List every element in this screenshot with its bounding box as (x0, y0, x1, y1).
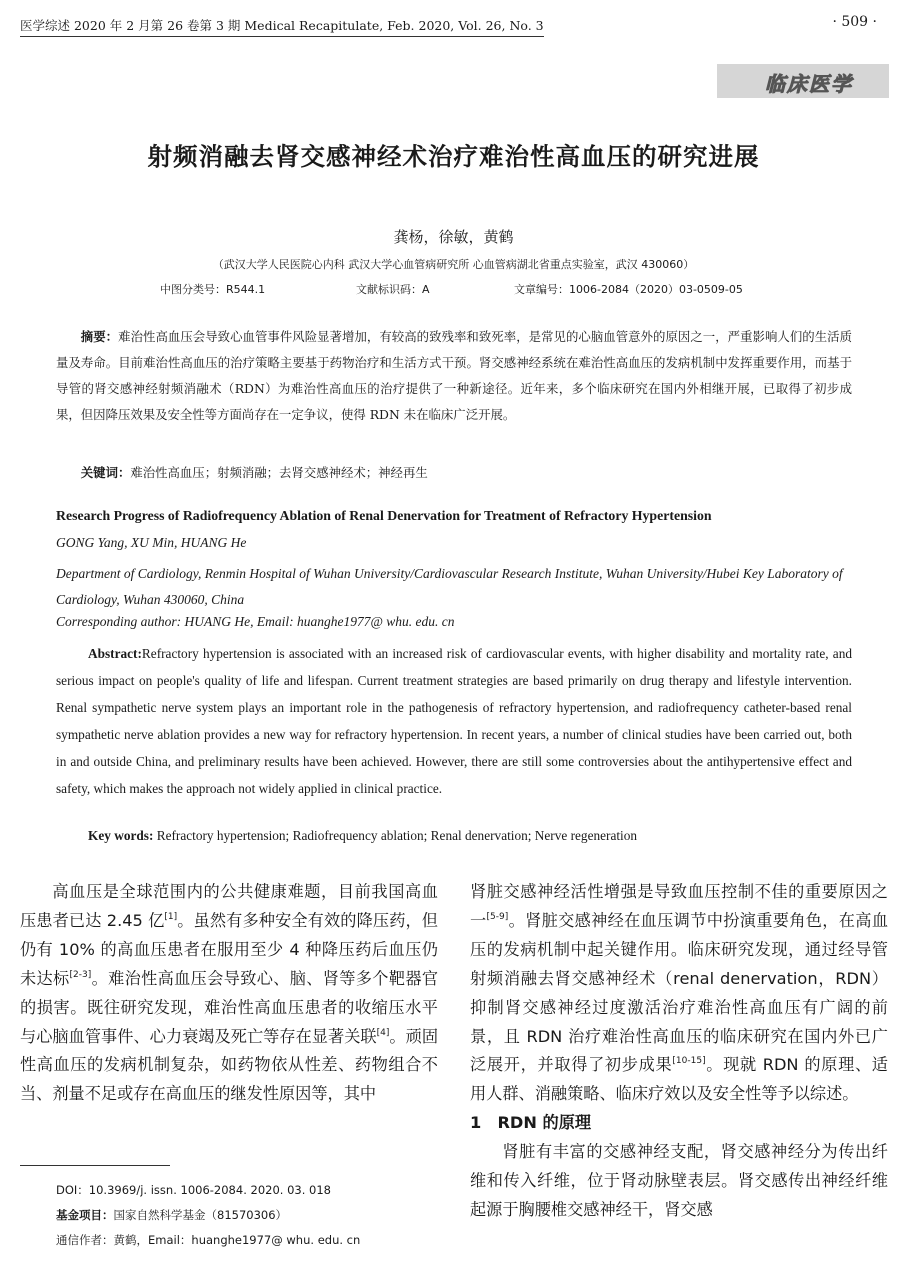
section-tag (717, 64, 889, 98)
body-text: 。难治性高血压会导致心、脑、肾等多个靶器官的损害。既往研究发现，难治性高血压患者的收缩压水平与心脑血管事件、心力衰竭及死亡等存在显著关联 (20, 968, 439, 1046)
affiliation: （武汉大学人民医院心内科 武汉大学心血管病研究所 心血管病湖北省重点实验室，武汉 430060） (212, 258, 695, 271)
fund-label: 基金项目： (56, 1208, 114, 1222)
body-text: 。顽固性高血压的发病机制复杂，如药物依从性差、药物组合不当、剂量不足或存在高血压的继发性原因等，其中 (20, 1026, 439, 1104)
en-abstract (56, 640, 852, 802)
en-authors: GONG Yang, XU Min, HUANG He (56, 535, 247, 550)
en-department: Department of Cardiology, Renmin Hospital of Wuhan University/Cardiovascular Research Institute, Wuhan University/Hubei Key Laboratory of Cardiology, Wuhan 430060, China (56, 566, 843, 607)
body-paragraph (20, 878, 438, 1109)
cn-abstract-label: 摘要： (80, 329, 119, 344)
citation: [5-9] (486, 911, 509, 922)
article-title: 射频消融去肾交感神经术治疗难治性高血压的研究进展 (147, 142, 760, 171)
cn-keywords-text: 难治性高血压；射频消融；去肾交感神经术；神经再生 (130, 465, 428, 480)
body-left-column (20, 878, 438, 1109)
en-title: Research Progress of Radiofrequency Ablation of Renal Denervation for Treatment of Refractory Hypertension (56, 508, 712, 523)
authors: 龚杨，徐敏，黄鹤 (393, 228, 514, 246)
section-tag-label: 临床医学 (765, 72, 853, 96)
cn-abstract-text: 难治性高血压会导致心血管事件风险显著增加，有较高的致残率和致死率，是常见的心脑血管意外的原因之一，严重影响人们的生活质量及寿命。目前难治性高血压的治疗策略主要基于药物治疗和生活方式干预。肾交感神经系统在难治性高血压的发病机制中发挥重要作用，而基于导管的肾交感神经射频消融术（RDN）为难治性高血压的治疗提供了一种新途径。近年来，多个临床研究在国内外相继开展，已取得了初步成果，但因降压效果及安全性等方面尚存在一定争议，使得 RDN 未在临床广泛开展。 (56, 329, 853, 422)
citation: [4] (376, 1027, 390, 1038)
clc-number: 中图分类号：R544.1 (160, 283, 266, 296)
body-paragraph: 肾脏有丰富的交感神经支配，肾交感神经分为传出纤维和传入纤维，位于肾动脉壁表层。肾交感传出神经纤维起源于胸腰椎交感神经干，肾交感 (470, 1142, 888, 1219)
fund-text: 国家自然科学基金（81570306） (113, 1208, 288, 1222)
en-abstract-label: Abstract: (88, 646, 142, 661)
cn-keywords-label: 关键词： (80, 465, 131, 480)
footnotes (56, 1178, 360, 1253)
section-heading: 1 RDN 的原理 (470, 1113, 592, 1133)
cn-keywords (56, 460, 852, 486)
citation: [1] (164, 911, 178, 922)
body-text: 。现就 RDN 的原理、适用人群、消融策略、临床疗效以及安全性等予以综述。 (470, 1055, 888, 1104)
cn-abstract (56, 324, 852, 428)
doi: DOI：10.3969/j. issn. 1006-2084. 2020. 03. 018 (56, 1183, 331, 1197)
body-paragraph (470, 878, 888, 1109)
page-number: · 509 · (832, 14, 877, 30)
en-abstract-text: Refractory hypertension is associated with an increased risk of cardiovascular events, with higher disability and mortality rate, and serious impact on people's quality of life and lifespan. Current treatment strategies are based primarily on drug therapy and lifestyle intervention. Renal sympathetic nerve system plays an important role in the pathogenesis of refractory hypertension, and radiofrequency catheter-based renal sympathetic nerve ablation provides a new way for refractory hypertension. In recent years, a number of clinical studies have been carried out, both in and outside China, and preliminary results have been achieved. However, there are still some controversies about the antihypertensive effect and safety, which makes the approach not widely applied in clinical practice. (56, 646, 852, 796)
en-keywords (56, 828, 852, 844)
citation: [2-3] (69, 969, 92, 980)
citation: [10-15] (672, 1056, 706, 1067)
body-right-column (470, 878, 888, 1225)
corresponding-note: 通信作者：黄鹤，Email：huanghe1977@ whu. edu. cn (56, 1233, 361, 1247)
footnote-divider (20, 1165, 170, 1166)
body-text: 肾脏交感神经活性增强是导致血压控制不佳的重要原因之一 (470, 882, 888, 930)
body-text: 高血压是全球范围内的公共健康难题，目前我国高血压患者已达 2.45 亿 (20, 882, 438, 930)
en-corresponding-author: Corresponding author: HUANG He, Email: huanghe1977@ whu. edu. cn (56, 614, 455, 629)
en-keywords-label: Key words: (88, 828, 154, 843)
body-text: 。肾脏交感神经在血压调节中扮演重要角色，在高血压的发病机制中起关键作用。临床研究发现，通过经导管射频消融去肾交感神经术（renal denervation，RDN）抑制肾交感神经过度激活治疗难治性高血压有广阔的前景，且 RDN 治疗难治性高血压的临床研究在国内外已广泛展开，并取得了初步成果 (470, 910, 889, 1075)
body-text: 。虽然有多种安全有效的降压药，但仍有 10% 的高血压患者在服用至少 4 种降压药后血压仍未达标 (20, 910, 438, 988)
fund-info (56, 1203, 360, 1228)
en-keywords-text: Refractory hypertension; Radiofrequency ablation; Renal denervation; Nerve regeneration (156, 828, 638, 843)
running-header (20, 12, 877, 34)
doc-code: 文献标识码：A (356, 283, 430, 296)
article-number: 文章编号：1006-2084（2020）03-0509-05 (514, 283, 743, 296)
journal-line: 医学综述 2020 年 2 月第 26 卷第 3 期 Medical Recapitulate, Feb. 2020, Vol. 26, No. 3 (20, 16, 544, 37)
